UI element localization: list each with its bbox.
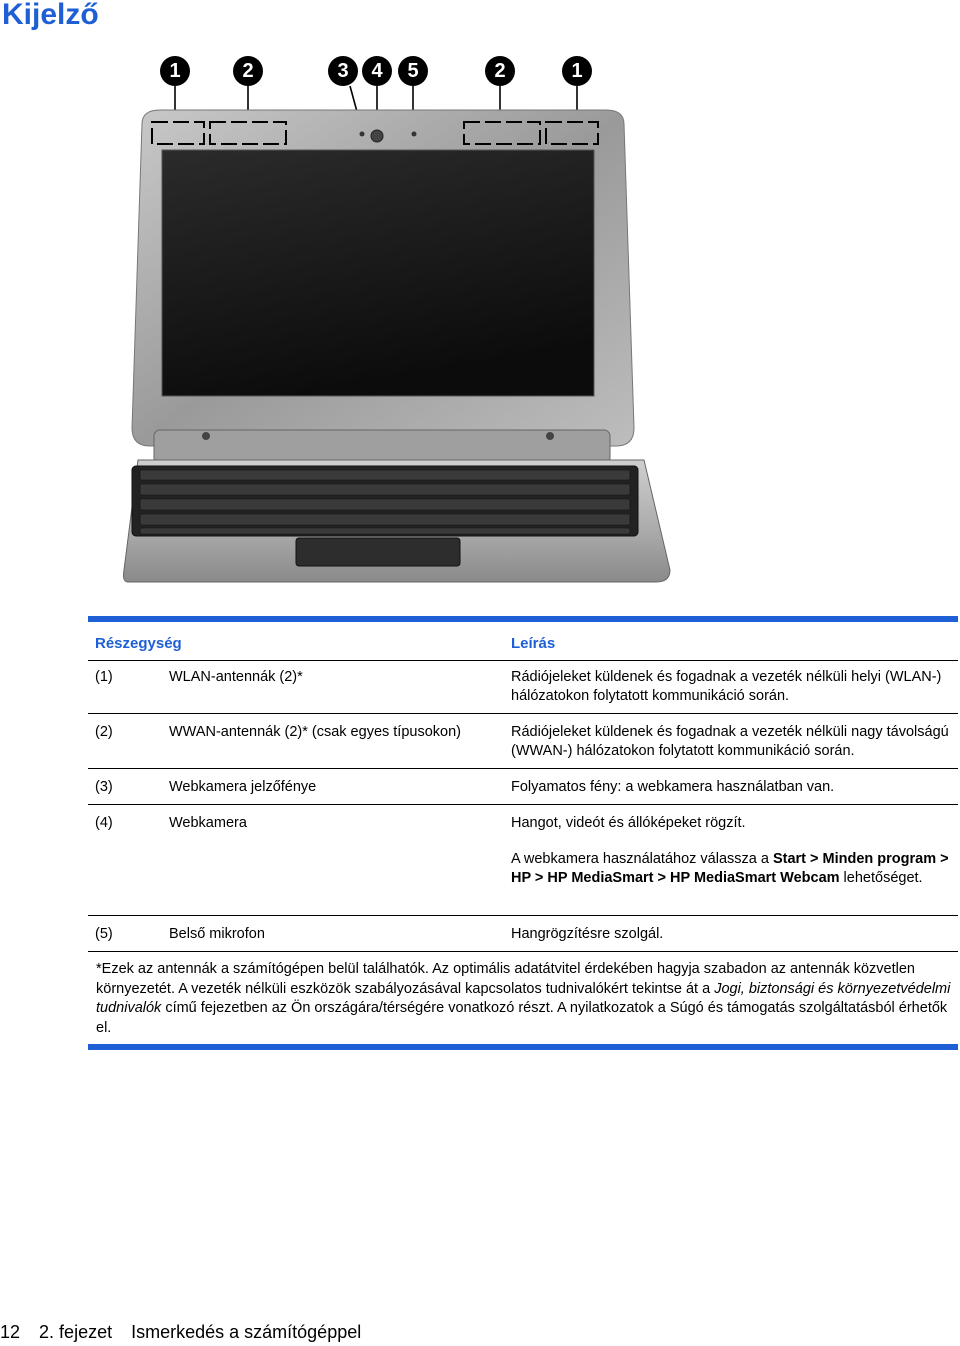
laptop-illustration: [120, 50, 680, 590]
callout-1-left: 1: [160, 56, 190, 86]
page-footer: [0, 1322, 375, 1343]
row-description: Rádiójeleket küldenek és fogadnak a vezeték nélküli helyi (WLAN-) hálózatokon folytatott kommunikáció során.: [511, 669, 942, 704]
header-component: Részegység: [95, 635, 182, 652]
laptop-figure: [120, 50, 680, 590]
table-bottom-rule: [88, 1044, 958, 1050]
row-component: Webkamera: [169, 815, 247, 831]
page-number: 12: [0, 1322, 21, 1342]
callout-4: 4: [362, 56, 392, 86]
row-number: (2): [95, 724, 113, 740]
header-description: Leírás: [511, 635, 556, 652]
row-description: Rádiójeleket küldenek és fogadnak a vezeték nélküli nagy távolságú (WWAN-) hálózatokon folytatott kommunikáció során.: [511, 724, 949, 759]
row-number: (4): [95, 815, 113, 831]
instructions-suffix: lehetőséget.: [839, 870, 923, 886]
row-number: (5): [95, 926, 113, 942]
row-separator: [88, 768, 958, 769]
row-number: (1): [95, 669, 113, 685]
instructions-prefix: A webkamera használatához válassza a: [511, 851, 773, 867]
callout-2-right: 2: [485, 56, 515, 86]
note-italic-reference: Jogi, biztonsági és környezetvédelmi tudnivalók: [96, 980, 951, 1016]
callout-5: 5: [398, 56, 428, 86]
callout-3: 3: [328, 56, 358, 86]
row-component: WLAN-antennák (2)*: [169, 669, 303, 685]
table-row: [88, 723, 958, 763]
table-row: [88, 925, 958, 945]
row-description: Hangot, videót és állóképeket rögzít.: [511, 815, 746, 831]
row-description-instructions: [511, 850, 956, 888]
page-title: Kijelző: [2, 0, 99, 31]
row-separator: [88, 915, 958, 916]
row-component: Belső mikrofon: [169, 926, 265, 942]
header-separator: [88, 660, 958, 661]
row-description: Hangrögzítésre szolgál.: [511, 926, 664, 942]
callout-2-left: 2: [233, 56, 263, 86]
note-text: *Ezek az antennák a számítógépen belül találhatók. Az optimális adatátvitel érdekében hagyja szabadon az antennák közvetlen környezetét. A vezeték nélküli eszközök szabályozásával kapcsolatos tudnivalókért tekintse át a: [96, 961, 915, 997]
note-text-continued: című fejezetben az Ön országára/térségére vonatkozó részt. A nyilatkozatok a Súgó és támogatás szolgáltatásból érhetők el.: [96, 1000, 948, 1036]
table-row: [88, 814, 958, 914]
row-description: Folyamatos fény: a webkamera használatban van.: [511, 779, 835, 795]
table-row: [88, 778, 958, 798]
chapter-label: 2. fejezet: [39, 1322, 113, 1342]
row-separator: [88, 804, 958, 805]
instructions-menu-path: Start > Minden program > HP > HP MediaSmart > HP MediaSmart Webcam: [511, 851, 949, 886]
row-separator: [88, 713, 958, 714]
callout-1-right: 1: [562, 56, 592, 86]
row-component: WWAN-antennák (2)* (csak egyes típusokon): [169, 724, 461, 740]
table-row: [88, 668, 958, 708]
row-separator: [88, 951, 958, 952]
antenna-note: [96, 960, 956, 1038]
row-number: (3): [95, 779, 113, 795]
component-table: [88, 616, 958, 1036]
chapter-title: Ismerkedés a számítógéppel: [131, 1322, 362, 1342]
row-component: Webkamera jelzőfénye: [169, 779, 317, 795]
